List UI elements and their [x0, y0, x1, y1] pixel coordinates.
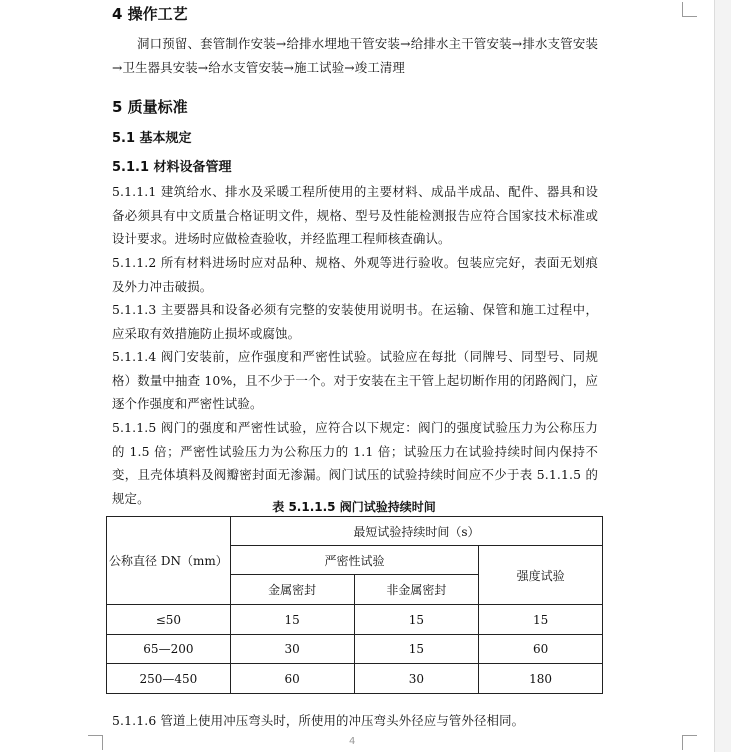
clause-5-1-1-1: 5.1.1.1 建筑给水、排水及采暖工程所使用的主要材料、成品半成品、配件、器具和设备必须具有中文质量合格证明文件，规格、型号及性能检测报告应符合国家技术标准或设计要求。进场时应做检查验收，并经监理工程师核查确认。 — [112, 184, 598, 246]
section-5-1-1-heading: 5.1.1 材料设备管理 — [112, 160, 232, 175]
table-row — [107, 635, 603, 664]
cell-strength: 60 — [479, 635, 603, 664]
crop-mark-bottom-left — [88, 735, 103, 750]
header-nonmetal-seal: 非金属密封 — [354, 575, 479, 605]
page-number: 4 — [349, 736, 356, 747]
section-5-heading: 5 质量标准 — [112, 98, 188, 116]
table-caption: 表 5.1.1.5 阀门试验持续时间 — [272, 500, 436, 514]
cell-dn: ≤50 — [107, 605, 231, 635]
section-4-process-text: 洞口预留、套管制作安装→给排水埋地干管安装→给排水主干管安装→排水支管安装→卫生器具安装→给水支管安装→施工试验→竣工清理 — [112, 36, 598, 75]
cell-strength: 180 — [479, 664, 603, 694]
cell-nonmetal: 15 — [354, 635, 479, 664]
header-tightness-test: 严密性试验 — [230, 546, 478, 575]
section-5-1-heading: 5.1 基本规定 — [112, 131, 192, 146]
clause-5-1-1-3: 5.1.1.3 主要器具和设备必须有完整的安装使用说明书。在运输、保管和施工过程中，应采取有效措施防止损坏或腐蚀。 — [112, 302, 598, 341]
cell-metal: 15 — [230, 605, 354, 635]
cell-nonmetal: 30 — [354, 664, 479, 694]
cell-dn: 65—200 — [107, 635, 231, 664]
clause-5-1-1-5: 5.1.1.5 阀门的强度和严密性试验，应符合以下规定：阀门的强度试验压力为公称压力的 1.5 倍；严密性试验压力为公称压力的 1.1 倍；试验压力在试验持续时间内保持不变，且壳体填料及阀瓣密封面无渗漏。阀门试压的试验持续时间应不少于表 5.1.1.5 的规定。 — [112, 420, 598, 506]
crop-mark-bottom-right — [682, 735, 697, 750]
header-nominal-diameter: 公称直径 DN（mm） — [107, 517, 231, 605]
cell-nonmetal: 15 — [354, 605, 479, 635]
valve-test-duration-table — [106, 516, 603, 694]
clause-5-1-1-4: 5.1.1.4 阀门安装前，应作强度和严密性试验。试验应在每批（同牌号、同型号、同规格）数量中抽查 10%，且不少于一个。对于安装在主干管上起切断作用的闭路阀门，应逐个作强度和严密性试验。 — [112, 349, 598, 411]
header-min-duration: 最短试验持续时间（s） — [230, 517, 602, 546]
table-row — [107, 664, 603, 694]
cell-metal: 60 — [230, 664, 354, 694]
section-4-heading: 4 操作工艺 — [112, 5, 188, 23]
clause-5-1-1-2: 5.1.1.2 所有材料进场时应对品种、规格、外观等进行验收。包装应完好，表面无划痕及外力冲击破损。 — [112, 255, 598, 294]
cell-dn: 250—450 — [107, 664, 231, 694]
header-metal-seal: 金属密封 — [230, 575, 354, 605]
table-row — [107, 605, 603, 635]
cell-strength: 15 — [479, 605, 603, 635]
vertical-scrollbar[interactable] — [714, 0, 731, 752]
header-strength-test: 强度试验 — [479, 546, 603, 605]
crop-mark-top-right — [682, 2, 697, 17]
cell-metal: 30 — [230, 635, 354, 664]
clause-5-1-1-6: 5.1.1.6 管道上使用冲压弯头时，所使用的冲压弯头外径应与管外径相同。 — [112, 713, 525, 728]
